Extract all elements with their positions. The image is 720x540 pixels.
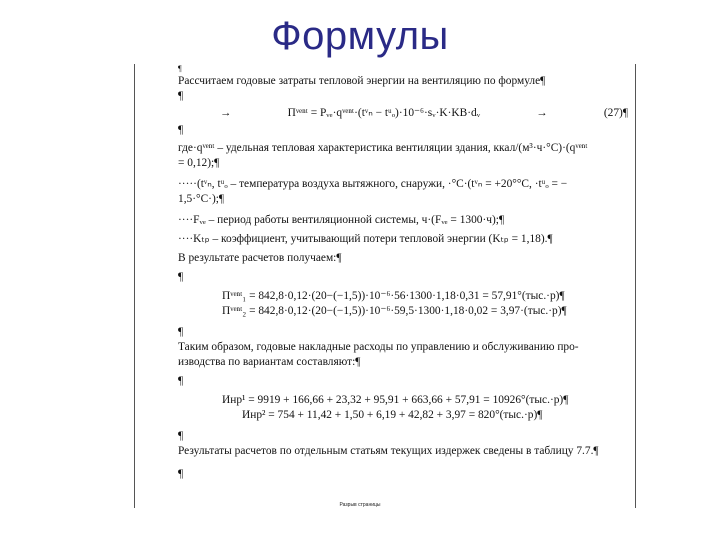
document-body <box>178 64 628 482</box>
tab-arrow-right: → <box>536 107 548 119</box>
paragraph-final: Результаты расчетов по отдельным статьям текущих издержек сведены в таблицу 7.7.¶ <box>178 445 599 457</box>
paragraph-period: ····Fᵥₑ – период работы вентиляционной системы, ч·(Fᵥₑ = 1300·ч);¶ <box>178 214 505 226</box>
page-break-label: Разрыв страницы <box>339 502 381 508</box>
paragraph-coefficient: ····Kₜₚ – коэффициент, учитывающий потери тепловой энергии (Kₜₚ = 1,18).¶ <box>178 233 553 245</box>
pilcrow-mark: ¶ <box>178 271 184 283</box>
equation-number: (27)¶ <box>603 107 628 119</box>
sum-variant-2: Инр² = 754 + 11,42 + 1,50 + 6,19 + 42,82 + 3,97 = 820°(тыс.·р)¶ <box>242 409 543 421</box>
paragraph-thus-line1: Таким образом, годовые накладные расходы по управлению и обслуживанию про- <box>178 341 579 353</box>
paragraph-thus-line2: изводства по вариантам составляют:¶ <box>178 356 361 368</box>
paragraph-where-line2: = 0,12);¶ <box>178 157 220 169</box>
equation-27 <box>178 106 628 121</box>
pilcrow-mark: ¶ <box>178 375 184 387</box>
pilcrow-mark: ¶ <box>178 468 184 480</box>
calculation-variant-2: Пᵛᵉⁿᵗ₂ = 842,8·0,12·(20−(−1,5))·10⁻⁶·59,5·1300·1,18·0,02 = 3,97·(тыс.·р)¶ <box>222 305 567 317</box>
paragraph-temperature-line1: ·····(tᵛₙ, tᵘₒ – температура воздуха вытяжного, снаружи, ·°C·(tᵛₙ = +20°°C, ·tᵘₒ = − <box>178 178 568 190</box>
pilcrow-mark: ¶ <box>178 124 184 136</box>
pilcrow-mark: ¶ <box>178 90 184 102</box>
pilcrow-mark: ¶ <box>178 430 184 442</box>
slide-title: Формулы <box>271 14 449 58</box>
pilcrow-mark: ¶ <box>178 326 184 338</box>
paragraph-intro: Рассчитаем годовые затраты тепловой энергии на вентиляцию по формуле¶ <box>178 75 546 87</box>
equation-text: Пᵛᵉⁿᵗ = Pᵥₑ·qᵛᵉⁿᵗ·(tᵛₙ − tᵘₒ)·10⁻⁶·sᵥ·K·KB·dᵥ <box>287 107 481 119</box>
calculation-variant-1: Пᵛᵉⁿᵗ₁ = 842,8·0,12·(20−(−1,5))·10⁻⁶·56·1300·1,18·0,31 = 57,91°(тыс.·р)¶ <box>222 290 565 302</box>
paragraph-temperature-line2: 1,5·°C·);¶ <box>178 193 225 205</box>
sum-variant-1: Инр¹ = 9919 + 166,66 + 23,32 + 95,91 + 663,66 + 57,91 = 10926°(тыс.·р)¶ <box>222 394 569 406</box>
pilcrow-mark: ¶ <box>178 64 182 73</box>
paragraph-result: В результате расчетов получаем:¶ <box>178 252 342 264</box>
tab-arrow-left: → <box>220 107 232 119</box>
paragraph-where-line1: где·qᵛᵉⁿᵗ – удельная тепловая характеристика вентиляции здания, ккал/(м³·ч·°C)·(qᵛᵉⁿᵗ <box>178 142 588 154</box>
